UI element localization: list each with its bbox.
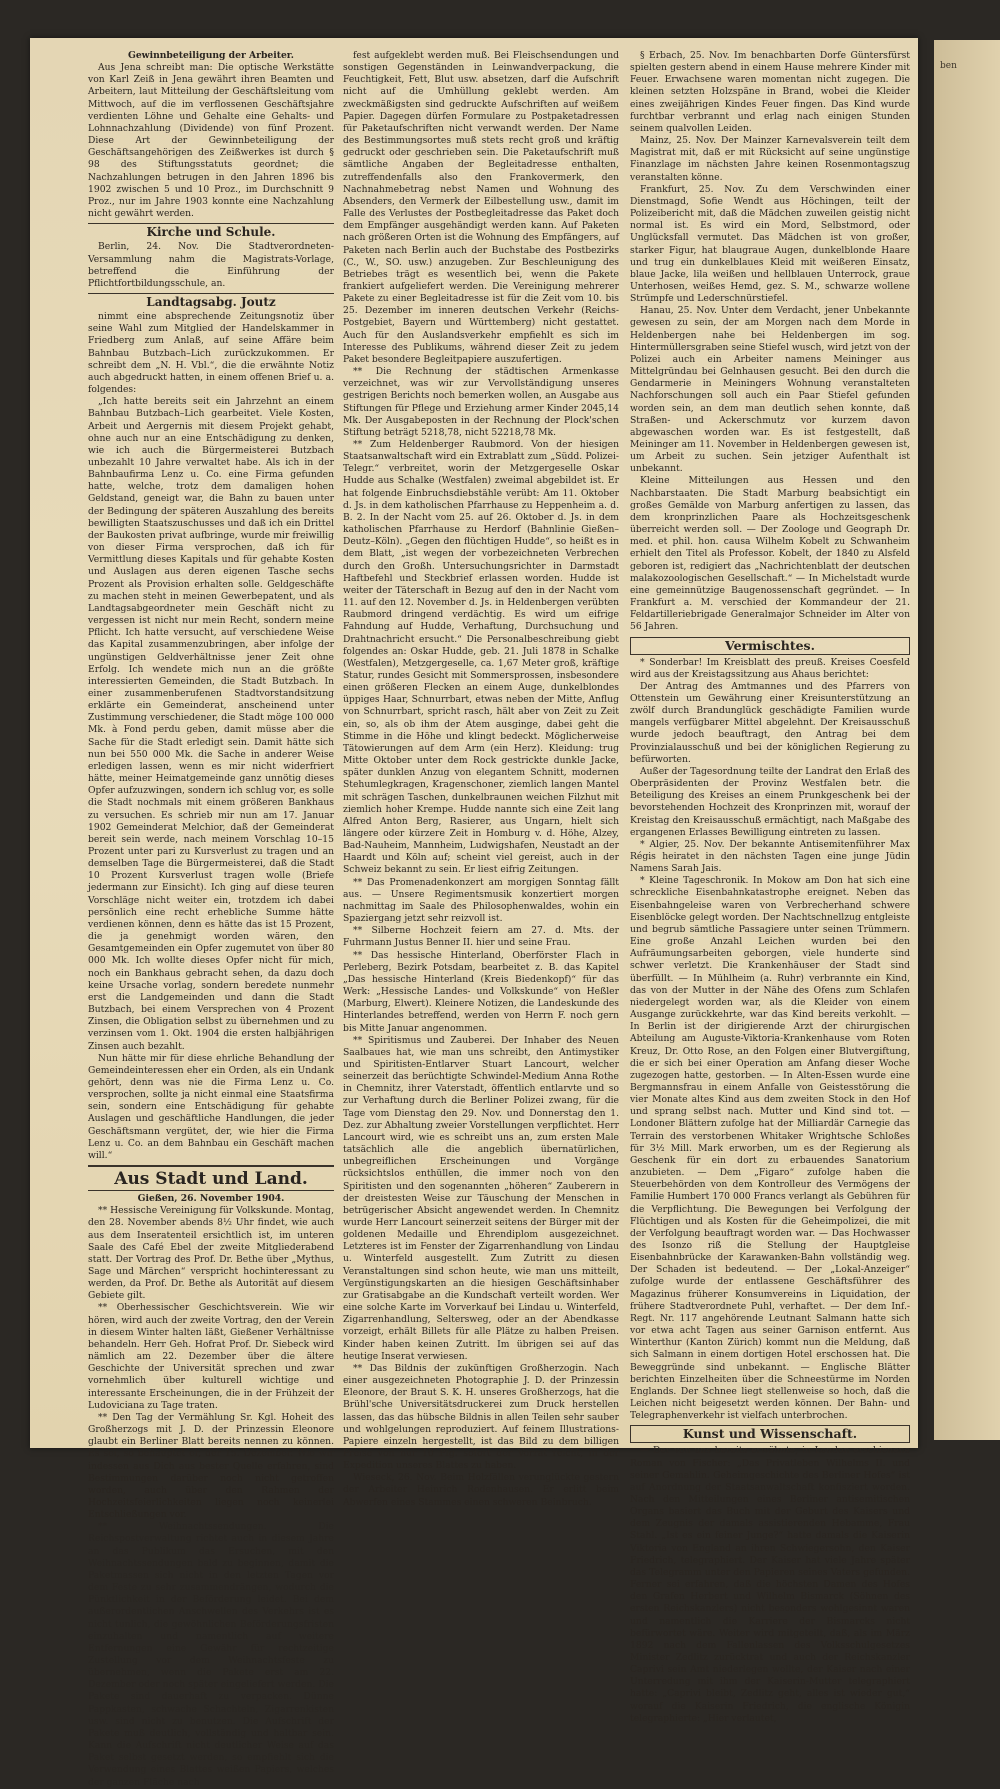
article-paragraph: Berlin, 24. Nov. Die Stadtverordneten-Versammlung nahm die Magistrats-Vorlage, betreffend die Einführung der Pflichtfortbildungsschule, an. — [88, 241, 334, 289]
article-paragraph: ** Hessische Vereinigung für Volkskunde. Montag, den 28. November abends 8½ Uhr findet, wie auch aus dem Inseratenteil ersichtlich ist, im unteren Saale des Café Ebel der zweite Mitgliederabend statt. Der Vortrag des Prof. Dr. Bethe über „Mythus, Sage und Märchen“ verspricht hochinteressant zu werden, da Prof. Dr. Bethe als Autorität auf diesem Gebiete gilt. — [88, 1205, 334, 1302]
article-paragraph: — Der von uns bereits erwähnte, in London erschienene Roman von Fischer: „Das Privatleben Wilhelms II. und seiner Gemahlin. Geheimgeschichte des Berliner Hofes“ ist auf Anordnung der Staatsanwaltschaft konfisziert worden. Nach den Mitteilungen eines Berliner antisemitischen Organs basiert das Buch mit der Geburt des Kaisers und dem Zeugnis der damals assistierenden Hebamme, Frau Stahl. „Ist es ein feiner Junge?“ hatte damals die Kaiserin Viktoria von England an ihren Schwiegersohn, den Kaiser Friedrich, telegraphiert. Der Kaiser hat viele Jahre später das Telegramm unter den Papieren seines Vaters gefunden. Ferner sei erfahren, daß die höchsten Damen des Hofes den Grafen Herbert und Wilhelm Bismarck (Söhnen des ersten Reichskanzlers) nicht besonders wohlgesinnt waren und namentlich die Karriere der Bismarcks nicht befürwortet wäre. Weiter wird mitgeteilt, daß, als im März 1892 nach dem Fallenlassen des Volksschulgesetzes Minister Zedlitz zurücktrat und auch der Reichskanzler Caprivi sein Amt niederlegen wollte, der Kaiser nach einer Unterredung mit ihm der Kaiserin-Mutter telegraphiert hatte: „Caprivi bleibt, Zedlitz geht, alles ist wieder gut,“ worauf die Kaiserin Friedrich, die englische Königin telegraphierte: „Hier verlautet, — [630, 1445, 910, 1724]
article-paragraph: Hanau, 25. Nov. Unter dem Verdacht, jener Unbekannte gewesen zu sein, der am Morgen nach dem Morde in Heldenbergen nahe bei Heldenbergen im sog. Hintermüllersgraben seine Stiefel wusch, wird jetzt von der Polizei auch ein Arbeiter namens Meininger aus Mittelgründau bei Gelnhausen gesucht. Bei den durch die Gendarmerie in Meiningers Wohnung veranstalteten Nachforschungen soll auch ein Paar Stiefel gefunden worden sein, an dem man deutlich sehen konnte, daß Straßen- und Ackerschmutz vor kurzem davon abgewaschen worden war. Es ist festgestellt, daß Meininger am 11. November in Heldenbergen gewesen ist, um Arbeit zu suchen. Sein jetziger Aufenthalt ist unbekannt. — [630, 305, 910, 475]
section-title-vermischtes: Vermischtes. — [630, 637, 910, 655]
article-paragraph: ** Die Rechnung der städtischen Armenkasse verzeichnet, was wir zur Vervollständigung unseres gestrigen Berichts noch bemerken wollen, an Ausgabe aus Stiftungen für Pflege und Erziehung armer Kinder 2045,14 Mk. Der Ausgabeposten in der Rechnung der Plock'schen Stiftung beträgt 5218,78, nicht 52218,78 Mk. — [343, 366, 619, 438]
dateline: Gießen, 26. November 1904. — [137, 1193, 285, 1205]
section-title-gewinnbeteiligung: Gewinnbeteiligung der Arbeiter. — [127, 50, 294, 61]
article-paragraph: Nun hätte mir für diese ehrliche Behandlung der Gemeindeinteressen eher ein Orden, als ein Undank gehört, denn was nie die Firma Lenz u. Co. versprochen, sollte ja nicht einmal eine Staatsfirma sein, sondern eine Entschädigung für gehabte Auslagen und geschäftliche Handlungen, die jeder Geschäftsmann vergütet, der, wie hier die Firma Lenz u. Co. an dem Bahnbau ein Geschäft machen will.“ — [88, 1052, 334, 1161]
adjacent-page-text: ben — [940, 61, 957, 71]
column-right — [630, 50, 910, 1724]
article-paragraph: ** Zum Heldenberger Raubmord. Von der hiesigen Staatsanwaltschaft wird ein Extrablatt zum „Südd. Polizei-Telegr.“ verbreitet, worin der Metzgergeselle Oskar Hudde aus Schalke (Westfalen) zweimal abgebildet ist. Er hat folgende Einbruchsdiebstähle verübt: Am 11. Oktober d. Js. in dem katholischen Pfarrhause zu Heppenheim a. d. B. 2. In der Nacht vom 25. auf 26. Oktober d. Js. in dem katholischen Pfarrhause zu Herdorf (Bahnlinie Gießen–Deutz–Köln). „Gegen den flüchtigen Hudde“, so heißt es in dem Blatt, „ist wegen der vorbezeichneten Verbrechen durch den Großh. Untersuchungsrichter in Darmstadt Haftbefehl und Steckbrief erlassen worden. Hudde ist weiter der Täterschaft in Bezug auf den in der Nacht vom 11. auf den 12. November d. Js. in Heldenbergen verübten Raubmord dringend verdächtig. Es wird um eifrige Fahndung auf Hudde, Verhaftung, Durchsuchung und Drahtnachricht ersucht.“ Die Personalbeschreibung giebt folgendes an: Oskar Hudde, geb. 21. Juli 1878 in Schalke (Westfalen), Metzgergeselle, ca. 1,67 Meter groß, kräftige Statur, rundes Gesicht mit Sommersprossen, insbesondere einen größeren Flecken an einem Auge, dunkelblondes üppiges Haar, Schnurrbart, etwas neben der Mitte, Anflug von Schnurrbart, spricht rasch, hält aber von Zeit zu Zeit ein, so, als ob ihm der Atem ausginge, dabei geht die Stimme in die Höhe und klingt bedeckt. Möglicherweise Tätowierungen auf dem Arm (ein Herz). Kleidung: trug Mitte Oktober unter dem Rock gestrickte dunkle Jacke, später dunklen Anzug von elegantem Schnitt, modernen Stehumlegkragen, Kragenschoner, ziemlich langen Mantel mit schrägen Taschen, dunkelbraunen weichen Filzhut mit ziemlich hoher Krempe. Hudde nannte sich eine Zeit lang Alfred Anton Berg, Rasierer, aus Ungarn, hielt sich längere oder kürzere Zeit in Homburg v. d. Höhe, Alzey, Bad-Nauheim, Mannheim, Ludwigshafen, Neustadt an der Haardt und Köln auf; scheint viel gereist, auch in der Schweiz bekannt zu sein. Er liest eifrig Zeitungen. — [343, 439, 619, 876]
article-paragraph: ** Silberne Hochzeit feiern am 27. d. Mts. der Fuhrmann Justus Benner II. hier und seine Frau. — [343, 925, 619, 949]
article-paragraph: * Sonderbar! Im Kreisblatt des preuß. Kreises Coesfeld wird aus der Kreistagssitzung aus Ahaus berichtet: — [630, 656, 910, 680]
column-middle — [343, 50, 619, 1508]
article-paragraph: nimmt eine absprechende Zeitungsnotiz über seine Wahl zum Mitglied der Handelskammer in Friedberg zum Anlaß, auf seine Affäre beim Bahnbau Butzbach–Lich zurückzukommen. Er schreibt dem „N. H. Vbl.“, die die erwähnte Notiz auch abgedruckt hatten, in einem offenen Brief u. a. folgendes: — [88, 311, 334, 396]
section-title-aus-stadt-und-land: Aus Stadt und Land. — [88, 1165, 334, 1191]
article-paragraph: ** Das Promenadenkonzert am morgigen Sonntag fällt aus. — Unsere Regimentsmusik konzertiert morgen nachmittag im Saale des Philosophenwaldes, wohin ein Spaziergang jetzt sehr reizvoll ist. — [343, 876, 619, 925]
article-paragraph: * Algier, 25. Nov. Der bekannte Antisemitenführer Max Régis heiratet in den nächsten Tagen eine junge Jüdin Namens Sarah Jais. — [630, 838, 910, 875]
article-paragraph: ** Spiritismus und Zauberei. Der Inhaber des Neuen Saalbaues hat, wie man uns schreibt, den Antimystiker und Spiritisten-Entlarver Stuart Lancourt, welcher seinerzeit das berüchtigte Schwindel-Medium Anna Rothe in Chemnitz, ihrer Vaterstadt, öffentlich entlarvte und so zur Verhaftung durch die Berliner Polizei zwang, für die Tage vom Dienstag den 29. Nov. und Donnerstag den 1. Dez. zur Abhaltung zweier Vorstellungen verpflichtet. Herr Lancourt wird, wie es schreibt uns an, zum ersten Male tatsächlich alle die angeblich übernatürlichen, unbegreiflichen Erscheinungen und Vorgänge rücksichtslos enthüllen, die immer noch von den Spiritisten und den sogenannten „höheren“ Zauberern in der dreistesten Weise zur Täuschung der Menschen in betrügerischer Absicht angewendet werden. In Chemnitz wurde Herr Lancourt seinerzeit seitens der Bürger mit der goldenen Medaille und Ehrendiplom ausgezeichnet. Letzteres ist im Fenster der Zigarrenhandlung von Lindau u. Winterfeld ausgestellt. Zum Zutritt zu diesen Veranstaltungen sind schon heute, wie man uns mitteilt, Vergünstigungskarten an die hiesigen Geschäftsinhaber zur Gratisabgabe an die Kundschaft verteilt worden. Wer eine solche Karte im Vorverkauf bei Lindau u. Winterfeld, Zigarrenhandlung, Seltersweg, oder an der Abendkasse vorzeigt, erhält Billets für alle Plätze zu halben Preisen. Kinder haben keinen Zutritt. Im übrigen sei auf das heutige Inserat verwiesen. — [343, 1034, 619, 1362]
article-paragraph: ** Das hessische Hinterland, Oberförster Flach in Perleberg, Bezirk Potsdam, bearbeitet z. B. das Kapitel „Das hessische Hinterland (Kreis Biedenkopf)“ für das Werk: „Hessische Landes- und Volkskunde“ von Heßler (Marburg, Elwert). Kleinere Notizen, die Landeskunde des Hinterlandes betreffend, werden von Herrn F. noch gern bis Mitte Januar angenommen. — [343, 949, 619, 1034]
article-paragraph: Mainz, 25. Nov. Der Mainzer Karnevalsverein teilt dem Magistrat mit, daß er mit Rücksicht auf seine ungünstige Finanzlage im nächsten Jahre keinen Rosenmontagszug veranstalten könne. — [630, 135, 910, 183]
article-paragraph: „Ich hatte bereits seit ein Jahrzehnt an einem Bahnbau Butzbach–Lich gearbeitet. Viele Kosten, Arbeit und Aergernis mit diesem Projekt gehabt, ohne auch nur an eine Entschädigung zu denken, wie ich auch die Bürgermeisterei Butzbach unbezahlt 10 Jahre verwaltet habe. Als ich in der Bahnbaufirma Lenz u. Co. eine Firma gefunden hatte, welche, trotz dem damaligen hohen Geldstand, geneigt war, die Bahn zu bauen unter der Bedingung der späteren Auszahlung des bereits bewilligten Staatszuschusses und daß ich ein Drittel der Baukosten privat aufbringe, wurde mir freiwillig von dieser Firma versprochen, daß ich für Vermittlung dieses Kapitals und für gehabte Kosten und Auslagen aus deren eigenen Tasche sechs Prozent als Provision erhalten solle. Geldgeschäfte zu machen steht in meinen Gewerbepatent, und als Landtagsabgeordneter mein Geschäft nicht zu vergessen ist nicht nur mein Recht, sondern meine Pflicht. Ich hatte versucht, auf verschiedene Weise das Kapital zusammenzubringen, aber infolge der ungünstigen Geldverhältnisse jener Zeit ohne Erfolg. Ich wendete mich nun an die größte interessierten Gemeinden, die Stadt Butzbach. In einer zusammenberufenen Stadtvorstandsitzung erklärte ein Gemeinderat, anscheinend unter Zustimmung verschiedener, die Stadt möge 100 000 Mk. à Fond perdu geben, damit müsse aber die Sache für die Stadt erledigt sein. Damit hätte sich nun bei 550 000 Mk. die Sache in anderer Weise erledigen lassen, wenn es mir nicht widerfriert hätte, meiner Heimatgemeinde ganz unnötig dieses Opfer aufzuzwingen, sondern ich schlug vor, es solle die Stadt nochmals mit einem größeren Bankhaus zu versuchen. Es schrieb mir nun am 17. Januar 1902 Gemeinderat Melchior, daß der Gemeinderat bereit sein werde, nach meinem Vorschlag 10–15 Prozent unter pari zu Kursverlust zu tragen und an demselben Tage die Bürgermeisterei, daß die Stadt 10 Prozent Kursverlust tragen wolle (Briefe jedermann zur Einsicht). Ich ging auf diese teuren Vorschläge nicht weiter ein, trotzdem ich dabei persönlich eine recht erhebliche Summe hätte verdienen können, denn es hätte das ist 15 Prozent, die ja genehmigt worden wären, den Gesamtgemeinden ein Opfer zugemutet von über 80 000 Mk. Ich wollte dieses Opfer nicht für mich, noch ein Bankhaus gebracht sehen, da dazu doch keine Ursache vorlag, sondern beredete nunmehr erst die Landgemeinden und dann die Stadt Butzbach, bei einem Versprechen von 4 Prozent Zinsen, die Obligation selbst zu übernehmen und zu verzinsen vom 1. Okt. 1904 die ersten halbjährigen Zinsen auch bezahlt. — [88, 396, 334, 1052]
article-paragraph: ** Den Tag der Vermählung Sr. Kgl. Hoheit des Großherzogs mit J. D. der Prinzessin Eleonore glaubt ein Berliner Blatt bereits nennen zu können. Es sei, so behauptet er, der 15. Dezember. Wie wir indessen aus Dich aus bester Quelle erfahren, sind Bestimmungen darüber noch nicht getroffen worden, auch über den Rahmen der Hochzeitsfeierlichkeiten liegen noch keinerlei Entschließungen vor. — [88, 1411, 334, 1521]
article-paragraph: Außer der Tagesordnung teilte der Landrat den Erlaß des Oberpräsidenten der Provinz Westfalen betr. die Beteiligung des Kreises an einem Prunkgeschenk bei der bevorstehenden Hochzeit des Kronprinzen mit, worauf der Kreistag den Kreisausschuß ermächtigt, nach Maßgabe des ergangenen Erlasses Bewilligung eintreten zu lassen. — [630, 765, 910, 838]
section-title-landtagsabg: Landtagsabg. Joutz — [88, 293, 334, 309]
article-paragraph: fest aufgeklebt werden muß. Bei Fleischsendungen und sonstigen Gegenständen in Leinwandverpackung, die Feuchtigkeit, Fett, Blut usw. absetzen, darf die Aufschrift nicht auf die Umhüllung geklebt werden. Am zweckmäßigsten sind gedruckte Aufschriften auf weißem Papier. Dagegen dürfen Formulare zu Postpaketadressen für Paketaufschriften nicht verwandt werden. Der Name des Bestimmungsortes muß stets recht groß und kräftig gedruckt oder geschrieben sein. Die Paketaufschrift muß sämtliche Angaben der Begleitadresse enthalten, zutreffendenfalls also den Frankovermerk, den Nachnahmebetrag nebst Namen und Wohnung des Absenders, den Vermerk der Eilbestellung usw., damit im Falle des Verlustes der Postbegleitadresse das Paket doch dem Empfänger ausgehändigt werden kann. Auf Paketen nach größeren Orten ist die Wohnung des Empfängers, auf Paketen nach Berlin auch der Buchstabe des Postbezirks (C., W., SO. usw.) anzugeben. Zur Beschleunigung des Betriebes trägt es wesentlich bei, wenn die Pakete frankiert aufgeliefert werden. Die Vereinigung mehrerer Pakete zu einer Begleitadresse ist für die Zeit vom 10. bis 25. Dezember im inneren deutschen Verkehr (Reichs-Postgebiet, Bayern und Württemberg) nicht gestattet. Auch für den Auslandsverkehr empfiehlt es sich im Interesse des Publikums, während dieser Zeit zu jedem Paket besondere Begleitpapiere auszufertigen. — [343, 50, 619, 365]
article-paragraph: Aus Jena schreibt man: Die optische Werkstätte von Karl Zeiß in Jena gewährt ihren Beamten und Arbeitern, laut Mitteilung der Geschäftsleitung vom Mittwoch, auf die im verflossenen Geschäftsjahre verdienten Löhne und Gehalte eine Gehalts- und Lohnnachzahlung (Dividende) von fünf Prozent. Diese Art der Gewinnbeteiligung der Geschäftsangehörigen des Zeißwerkes ist durch § 98 des Stiftungsstatuts geordnet; die Nachzahlungen betrugen in den Jahren 1896 bis 1902 zwischen 5 und 10 Proz., im Durchschnitt 9 Proz., nur im Jahre 1903 konnte eine Nachzahlung nicht gewährt werden. — [88, 62, 334, 220]
section-title-kirche-schule: Kirche und Schule. — [88, 223, 334, 239]
article-paragraph: ** Weihnachtssendungen. Die Reichspostverwaltung richtet auch in diesem Jahre an das Publikum das Ersuchen, mit den Weihnachtssendungen bald zu beginnen, damit die Paketmassen sich nicht in den letzten Tagen vor dem Feste zu sehr zusammendrängen, wodurch die Pünktlichkeit in der Beförderung leidet. Bei dem außerordentlichen Anschwellen des Verkehrs ist es nicht tunlich, die gewöhnlichen Beförderungsfristen einzuhalten und namentlich auf weitere Entfernungen eine Gewähr für rechtzeitige Zustellung vor dem Weihnachtsfeste zu übernehmen, wenn die Pakete erst am 22. Dezember oder noch später eingeliefert werden. Die Pakete sind dauerhaft zu verpacken. Dünne Pappkasten, schwache Schachteln, Zigarrenkisten usw. sind nicht zu benutzen. Die Aufschrift der Pakete muß deutlich, vollständig und haltbar sein. Kann die Aufschrift nicht deutlicher Weise auf das Paket selbst gesetzt werden, so empfiehlt sich die Verwendung eines Blattes weißen Papiers, welches der ganzen Fläche nach — [88, 1521, 334, 1788]
article-paragraph: § Erbach, 25. Nov. Im benachbarten Dorfe Güntersfürst spielten gestern abend in einem Hause mehrere Kinder mit Feuer. Erwachsene waren momentan nicht zugegen. Die kleinen setzten Holzspäne in Brand, wobei die Kleider eines zweijährigen Kindes Feuer fingen. Das Kind wurde furchtbar verbrannt und erlag nach einigen Stunden seinem qualvollen Leiden. — [630, 50, 910, 134]
column-left — [88, 50, 334, 1788]
article-paragraph: * Kleine Tageschronik. In Mokow am Don hat sich eine schreckliche Eisenbahnkatastrophe ereignet. Neben das Eisenbahngeleise waren von Verbrecherhand schwere Eisenblöcke gelegt worden. Der Nachtschnellzug entgleiste und begrub sämtliche Passagiere unter seinen Trümmern. Eine große Anzahl Leichen wurden bei den Aufräumungsarbeiten geborgen, viele hunderte sind schwer verletzt. Die Krankenhäuser der Stadt sind überfüllt. — In Mühlheim (a. Ruhr) verbrannte ein Kind, das von der Mutter in der Nähe des Ofens zum Schlafen niedergelegt worden war, als die Kleider von einem Ausgange zurückkehrte, war das Kind bereits verkohlt. — In Berlin ist der dirigierende Arzt der chirurgischen Abteilung am Auguste-Viktoria-Krankenhause vom Roten Kreuz, Dr. Otto Rose, an den Folgen einer Blutvergiftung, die er sich bei einer Operation am Anfang dieser Woche zugezogen hatte, gestorben. — In Alten-Essen wurde eine Bergmannsfrau in einem Anfalle von Geistesstörung die vier Monate altes Kind aus dem zweiten Stock in den Hof und sprang selbst nach. Mutter und Kind sind tot. — Londoner Blättern zufolge hat der Milliardär Carnegie das Terrain des verstorbenen Whitaker Wrightsche Schloßes für 3½ Mill. Mark erworben, um es der Regierung als Geschenk für ein dort zu erbauendes Sanatorium anzubieten. — Dem „Figaro“ zufolge haben die Steuerbehörden von dem Kontrolleur des Vermögens der Familie Humbert 170 000 Francs verlangt als Gebühren für die Verpflichtung. Die Bewegungen bei Verfolgung der Flüchtigen und als Kosten für die Geheimpolizei, die mit der Verfolgung beauftragt worden war. — Das Hochwasser des Isonzo riß die Stellung der Hauptgleise Eisenbahnbrücke der Karawanken-Bahn vollständig weg. Der Schaden ist bedeutend. — Der „Lokal-Anzeiger“ zufolge wurde der entlassene Geschäftsführer des Magazinus früherer Konsumvereins in Liquidation, der frühere Stadtverordnete Puhl, verhaftet. — Der dem Inf.-Regt. Nr. 117 angehörende Leutnant Salmann hatte sich vor etwa acht Tagen aus seiner Garnison entfernt. Aus Winterthur (Kanton Zürich) kommt nun die Meldung, daß sich Salmann in einem dortigen Hotel erschossen hat. Die Beweggründe sind unbekannt. — Englische Blätter berichten Einzelheiten über die Schneestürme im Norden Englands. Der Schnee liegt stellenweise so hoch, daß die Leichen nicht beigesetzt werden können. Der Bahn- und Telegraphenverkehr ist vielfach unterbrochen. — [630, 875, 910, 1422]
article-paragraph: Kleine Mitteilungen aus Hessen und den Nachbarstaaten. Die Stadt Marburg beabsichtigt ein großes Gemälde von Marburg anfertigen zu lassen, das dem kronprinzlichen Paare als Hochzeitsgeschenk überreicht werden soll. — Der Zoologe und Geograph Dr. med. et phil. hon. causa Wilhelm Kobelt zu Schwanheim erhielt den Titel als Professor. Kobelt, der 1840 zu Alsfeld geboren ist, redigiert das „Nachrichtenblatt der deutschen malakozoologischen Gesellschaft.“ — In Michelstadt wurde eine gemeinnützige Baugenossenschaft gegründet. — In Frankfurt a. M. verschied der Kommandeur der 21. Feldartilleriebrigade Generalmajor Schneider im Alter von 56 Jahren. — [630, 475, 910, 633]
article-paragraph: Wieseck, 26. Nov. Beim Holzfällen verunglückte gestern der Arbeiter Heinrich Rodenhausen. Er erlitt beim Abwerfen eines Stammes einen schweren Beinbruch. — [343, 1472, 619, 1508]
article-paragraph: Der Antrag des Amtmannes und des Pfarrers von Ottenstein um Gewährung einer Kreisunterstützung an zwölf durch Brandunglück geschädigte Familien wurde mangels verfügbarer Mittel abgelehnt. Der Kreisausschuß wurde jedoch beauftragt, den Antrag bei dem Provinzialausschuß und bei der königlichen Regierung zu befürworten. — [630, 680, 910, 765]
article-paragraph: ** Das Bildnis der zukünftigen Großherzogin. Nach einer ausgezeichneten Photographie J. D. der Prinzessin Eleonore, der Braut S. K. H. unseres Großherzogs, hat die Brühl'sche Universitätsdruckerei zum Druck herstellen lassen, das das hübsche Bildnis in allen Teilen sehr sauber und wohlgelungen reproduziert. Auf feinem Illustrations-Papiere einzeln hergestellt, ist das Bild zu dem billigen Preise von nur 10 Pfg. sofort der Vorrat reicht, in der Expedition unseres Blattes zu haben. — [343, 1362, 619, 1472]
article-paragraph: ** Oberhessischer Geschichtsverein. Wie wir hören, wird auch der zweite Vortrag, den der Verein in diesem Winter halten läßt, Gießener Verhältnisse behandeln. Herr Geh. Hofrat Prof. Dr. Siebeck wird nämlich am 22. Dezember über die ältere Geschichte der Universität sprechen und zwar vornehmlich über kulturell wichtige und interessante Erscheinungen, die in der Frühzeit der Ludoviciana zu Tage traten. — [88, 1302, 334, 1411]
section-title-kunst-wissenschaft: Kunst und Wissenschaft. — [630, 1425, 910, 1443]
article-paragraph: Frankfurt, 25. Nov. Zu dem Verschwinden einer Dienstmagd, Sofie Wendt aus Höchingen, teilt der Polizeibericht mit, daß die Mädchen zuweilen geistig nicht normal ist. Es wird ein Mord, Selbstmord, oder Unglücksfall vermutet. Das Mädchen ist von großer, starker Figur, hat blaugraue Augen, dunkelblonde Haare und trug ein dunkelblaues Kleid mit weißeren Einsatz, blaue Jacke, lila weißen und hellblauen Unterrock, graue Unterhosen, weißes Hemd, gez. S. M., schwarze wollene Strümpfe und Lederschnürstiefel. — [630, 183, 910, 305]
